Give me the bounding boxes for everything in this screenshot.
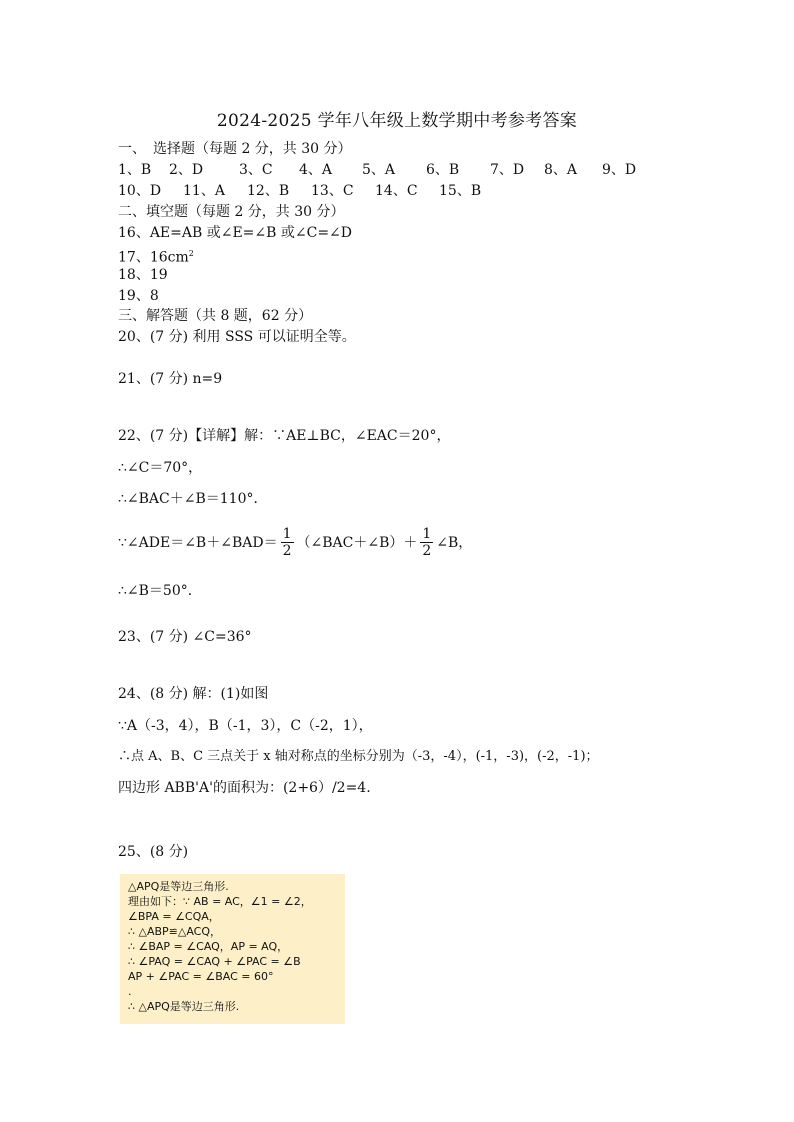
answer-22-line-5: ∴∠B＝50°． — [118, 583, 202, 599]
fraction-numerator: 1 — [422, 526, 432, 542]
answer-22-line-4-part-a: ∵∠ADE＝∠B＋∠BAD＝ — [118, 534, 278, 551]
fraction-half-1 — [281, 526, 294, 559]
answer-15: 15、B — [439, 183, 482, 199]
answer-16: 16、AE=AB 或∠E=∠B 或∠C=∠D — [118, 225, 353, 241]
choice-answers-row-2 — [118, 182, 481, 200]
fraction-denominator: 2 — [422, 543, 432, 559]
answer-8: 8、A — [544, 162, 578, 178]
answer-18: 18、19 — [118, 267, 168, 283]
answer-17 — [118, 245, 194, 267]
solution-line-8: . — [128, 985, 132, 998]
answer-24-line-2: ∵A（-3，4），B（-1，3），C（-2，1）， — [118, 718, 373, 734]
answer-22-line-4-part-c: ∠B， — [436, 534, 473, 551]
answer-24-line-4: 四边形 ABB'A'的面积为：(2+6）/2=4. — [118, 780, 371, 796]
answer-1: 1、B — [118, 162, 152, 178]
section-solve-heading: 三、解答题（共 8 题，62 分） — [118, 308, 313, 324]
solution-line-6: ∴ ∠PAQ = ∠CAQ + ∠PAC = ∠B — [128, 955, 301, 968]
solution-line-3: ∠BPA = ∠CQA， — [128, 910, 220, 923]
answer-24-line-3: ∴点 A、B、C 三点关于 x 轴对称点的坐标分别为（-3，-4），(-1，-3)，(-2，-1)； — [118, 749, 599, 764]
choice-answers-row-1 — [118, 161, 636, 179]
answer-6: 6、B — [426, 162, 460, 178]
answer-13: 13、C — [311, 183, 354, 199]
answer-7: 7、D — [490, 162, 525, 178]
section-fill-heading: 二、填空题（每题 2 分，共 30 分） — [118, 204, 345, 220]
answer-25-solution-box — [120, 874, 345, 1024]
solution-line-7: AP + ∠PAC = ∠BAC = 60° — [128, 970, 274, 983]
answer-9: 9、D — [602, 162, 637, 178]
fraction-denominator: 2 — [282, 543, 292, 559]
answer-24-line-1: 24、(8 分) 解：(1)如图 — [118, 686, 269, 702]
solution-line-4: ∴ △ABP≌△ACQ， — [128, 925, 222, 938]
page-title: 2024-2025 学年八年级上数学期中考参考答案 — [216, 111, 578, 131]
fraction-half-2 — [420, 526, 433, 559]
answer-23: 23、(7 分) ∠C=36° — [118, 629, 252, 645]
answer-22-line-1: 22、(7 分)【详解】解：∵AE⊥BC，∠EAC＝20°， — [118, 428, 451, 444]
answer-22-line-2: ∴∠C＝70°， — [118, 460, 203, 476]
answer-22-line-4-part-b: （∠BAC＋∠B）＋ — [296, 534, 418, 551]
section-choice-heading: 一、 选择题（每题 2 分，共 30 分） — [118, 141, 352, 157]
fraction-numerator: 1 — [282, 526, 292, 542]
solution-line-1: △APQ是等边三角形. — [128, 880, 229, 893]
answer-3: 3、C — [239, 162, 273, 178]
solution-line-5: ∴ ∠BAP = ∠CAQ，AP = AQ， — [128, 940, 289, 953]
solution-line-2: 理由如下：∵ AB = AC，∠1 = ∠2， — [128, 895, 312, 908]
answer-21: 21、(7 分) n=9 — [118, 371, 223, 387]
answer-22-line-4 — [118, 526, 472, 559]
answer-5: 5、A — [362, 162, 396, 178]
answer-17-superscript: 2 — [188, 249, 194, 258]
answer-19: 19、8 — [118, 288, 159, 304]
solution-line-9: ∴ △APQ是等边三角形. — [128, 1000, 240, 1013]
answer-10: 10、D — [118, 183, 162, 199]
answer-25-heading: 25、(8 分) — [118, 844, 189, 860]
answer-11: 11、A — [183, 183, 225, 199]
answer-17-text: 17、16cm — [118, 249, 189, 266]
answer-14: 14、C — [375, 183, 418, 199]
answer-4: 4、A — [299, 162, 333, 178]
answer-22-line-3: ∴∠BAC＋∠B＝110°． — [118, 491, 268, 507]
answer-12: 12、B — [247, 183, 290, 199]
answer-20: 20、(7 分) 利用 SSS 可以证明全等。 — [118, 329, 356, 345]
answer-2: 2、D — [169, 162, 204, 178]
